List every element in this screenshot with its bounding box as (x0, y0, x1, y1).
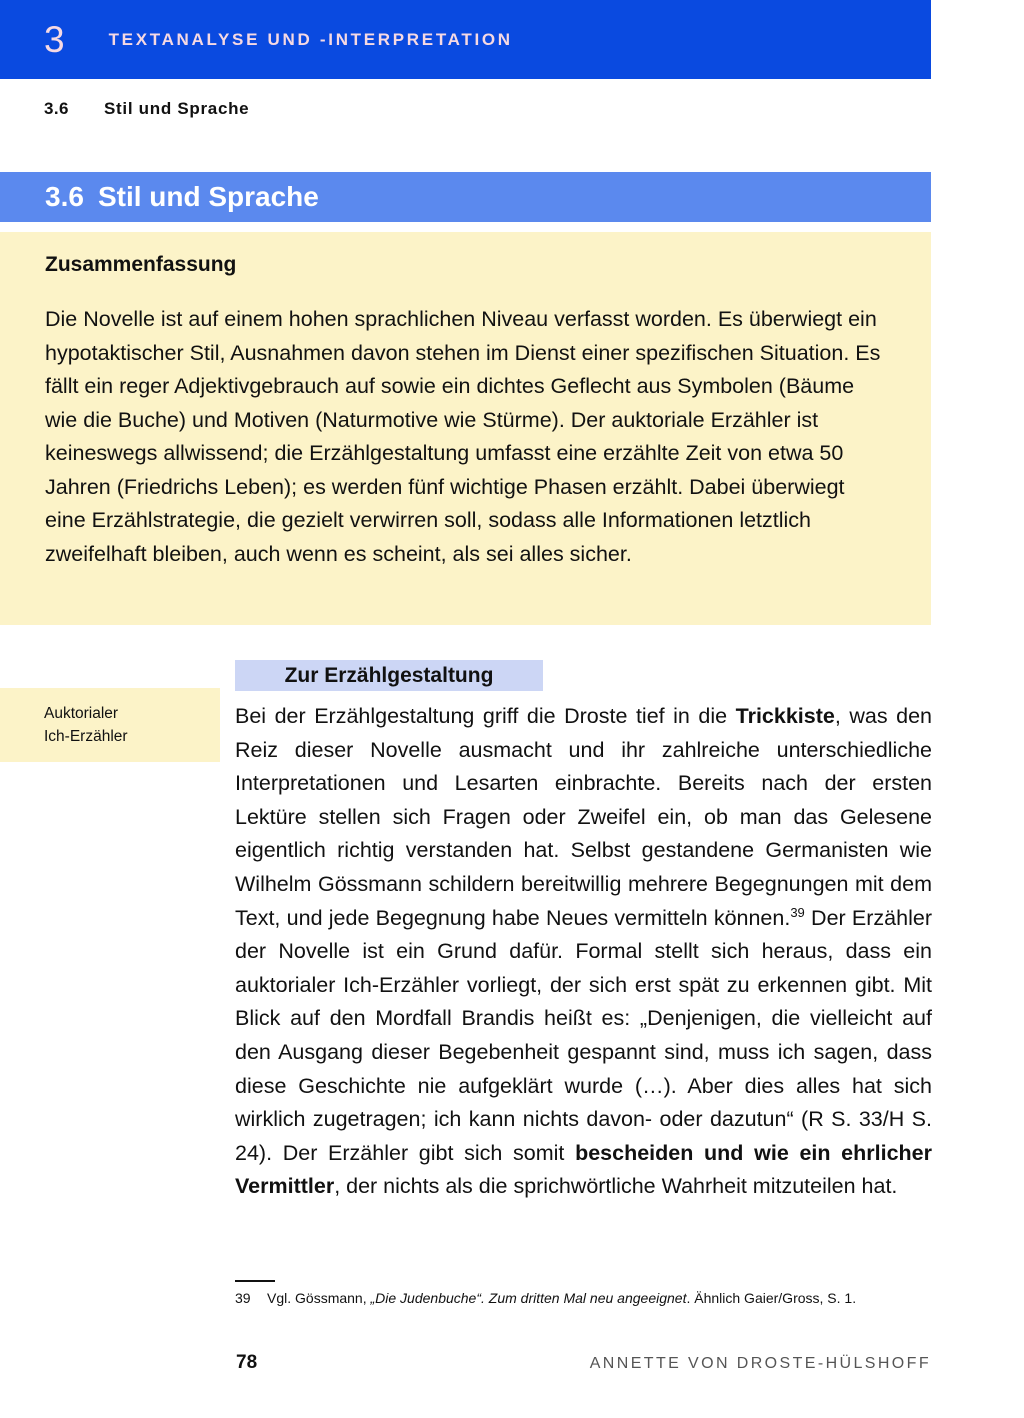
footnote-number: 39 (235, 1290, 251, 1306)
body-text-part-3: Der Erzähler der Novelle ist ein Grund dafür. Formal stellt sich heraus, dass ein auktorialer Ich-Erzähler vorliegt, der sich erst spät zu erkennen gibt. Mit Blick auf den Mordfall Brandis heißt es: „Denjenigen, die vielleicht auf den Ausgang dieser Begebenheit gespannt sind, muss ich sagen, dass diese Geschichte nie aufgeklärt wurde (…). Aber dies alles hat sich wirklich zugetragen; ich kann nichts davon- oder dazutun“ (R S. 33/H S. 24). Der Erzähler gibt sich somit (235, 905, 932, 1165)
chapter-title: TEXTANALYSE UND -INTERPRETATION (108, 30, 513, 49)
subsection-heading-text: Zur Erzählgestaltung (284, 664, 494, 687)
running-head-title: Stil und Sprache (104, 99, 250, 118)
body-text-part-2: , was den Reiz dieser Novelle ausmacht und ihr zahlreiche unterschiedliche Interpretationen und Lesarten einbrachte. Bereits nach der ersten Lektüre stellen sich Fragen oder Zweifel ein, ob man das Gelesene eigentlich richtig verstanden hat. Selbst gestandene Germanisten wie Wilhelm Gössmann schildern bereitwillig mehrere Begegnungen mit dem Text, und jede Begegnung habe Neues vermitteln können. (235, 704, 932, 930)
body-bold-vermittler: bescheiden und wie ein ehrlicher Vermittler (235, 1140, 933, 1199)
body-bold-trickkiste: Trickkiste (735, 704, 835, 728)
page-number: 78 (236, 1352, 258, 1373)
body-text-part-1: Bei der Erzählgestaltung griff die Droste tief in die (235, 704, 736, 728)
body-text-part-4: , der nichts als die sprichwörtliche Wahrheit mitzuteilen hat. (334, 1174, 898, 1199)
footnote (235, 1288, 935, 1308)
margin-note-line-2: Ich-Erzähler (44, 728, 128, 745)
summary-text: Die Novelle ist auf einem hohen sprachlichen Niveau verfasst worden. Es überwiegt ein hypotaktischer Stil, Ausnahmen davon stehen im Dienst einer spezifischen Situation. Es fällt ein reger Adjektivgebrauch auf sowie ein dichtes Geflecht aus Symbolen (Bäume wie die Buche) und Motiven (Naturmotive wie Stürme). Der auktoriale Erzähler ist keineswegs allwissend; die Erzählgestaltung umfasst eine erzählte Zeit von etwa 50 Jahren (Friedrichs Leben); es werden fünf wichtige Phasen erzählt. Dabei überwiegt eine Erzählstrategie, die gezielt verwirren soll, sodass alle Informationen letztlich zweifelhaft bleiben, auch wenn es scheint, als sei alles sicher. (45, 307, 881, 566)
section-title-band (0, 172, 931, 222)
footnote-separator-rule (235, 1280, 275, 1282)
subsection-heading-tag (235, 660, 543, 691)
body-paragraph (235, 700, 932, 1204)
section-number: 3.6 (45, 181, 84, 212)
margin-note-line-1: Auktorialer (44, 705, 119, 722)
page-footer (0, 1352, 931, 1378)
footnote-text-part-1: Vgl. Gössmann, (267, 1290, 371, 1306)
chapter-header-bar (0, 0, 931, 79)
section-title: Stil und Sprache (97, 181, 319, 212)
footnote-italic-title: „Die Judenbuche“. Zum dritten Mal neu angeeignet (370, 1290, 687, 1306)
footer-book-title: ANNETTE VON DROSTE-HÜLSHOFF (589, 1355, 931, 1372)
body-column (235, 700, 932, 1204)
footnote-text-part-2: . Ähnlich Gaier/Gross, S. 1. (686, 1290, 857, 1306)
summary-box (0, 232, 931, 625)
summary-heading: Zusammenfassung (45, 253, 237, 276)
running-head-number: 3.6 (44, 99, 69, 118)
chapter-number: 3 (44, 19, 65, 60)
margin-note-keyword (0, 688, 220, 762)
running-head (44, 99, 249, 119)
footnote-reference-marker: 39 (790, 904, 805, 920)
